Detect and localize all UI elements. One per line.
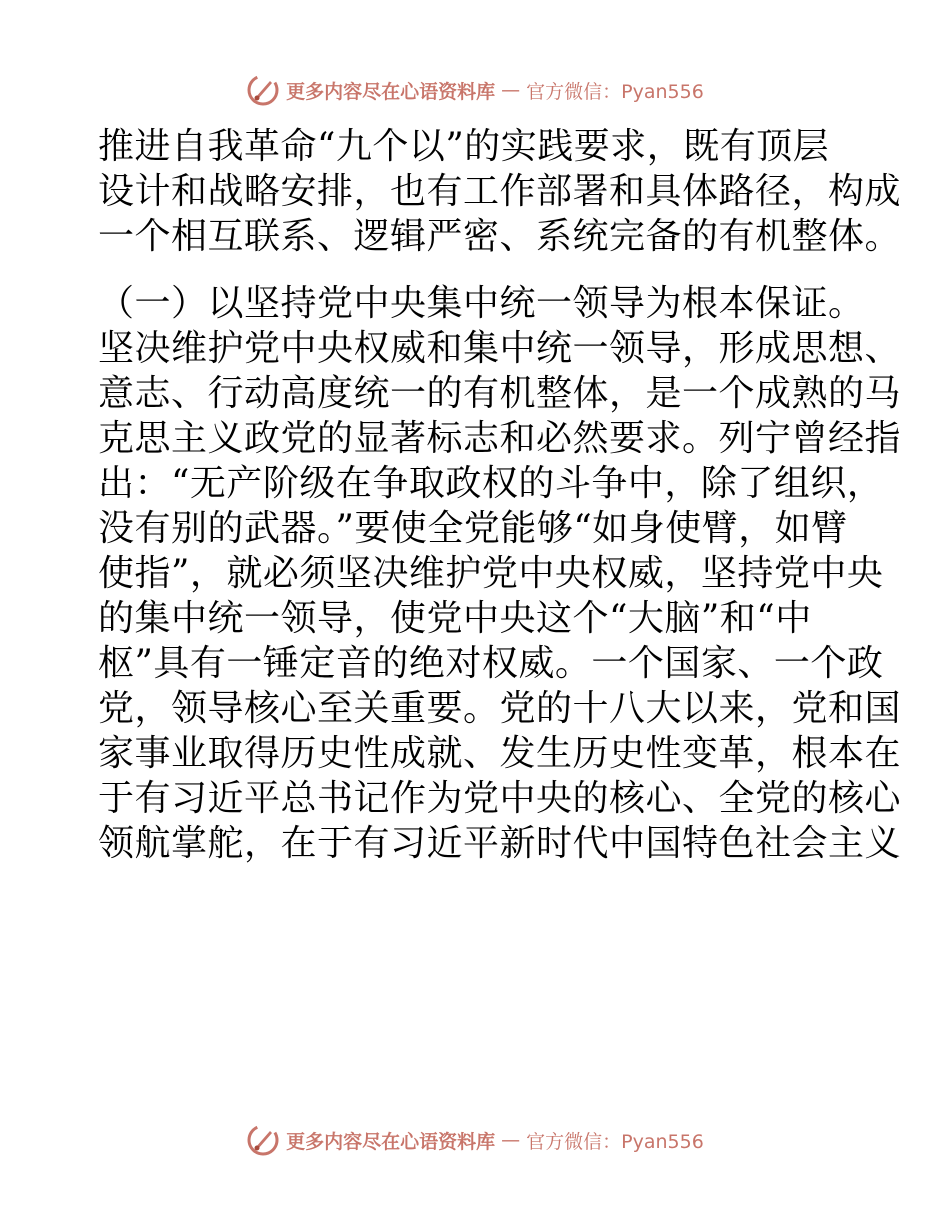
text-line: 领航掌舵，在于有习近平新时代中国特色社会主义 [98,823,902,864]
section-heading-line: （一）以坚持党中央集中统一领导为根本保证。 [98,283,865,324]
header-separator: — [501,79,521,101]
quill-pen-logo-icon [246,73,280,107]
footer-brand-text: 更多内容尽在心语资料库 [286,1130,496,1153]
paragraph-2 [98,281,902,866]
text-line: 坚决维护党中央权威和集中统一领导，形成思想、 [98,328,902,369]
text-line: 于有习近平总书记作为党中央的核心、全党的核心 [98,778,902,819]
footer-banner [0,1120,950,1160]
text-line: 推进自我革命“九个以”的实践要求，既有顶层 [98,126,830,167]
paragraph-1 [98,124,902,259]
document-body [98,124,902,866]
footer-contact-text: 官方微信：Pyan556 [526,1130,704,1153]
text-line: 的集中统一领导，使党中央这个“大脑”和“中 [98,598,812,639]
text-line: 克思主义政党的显著标志和必然要求。列宁曾经指 [98,418,902,459]
text-line: 一个相互联系、逻辑严密、系统完备的有机整体。 [98,216,902,257]
text-line: 设计和战略安排，也有工作部署和具体路径，构成 [98,171,902,212]
text-line: 出：“无产阶级在争取政权的斗争中，除了组织， [98,463,884,504]
header-brand-text: 更多内容尽在心语资料库 [286,80,496,103]
text-line: 没有别的武器。”要使全党能够“如身使臂，如臂 [98,508,848,549]
text-line: 使指”，就必须坚决维护党中央权威，坚持党中央 [98,553,884,594]
footer-separator: — [501,1129,521,1151]
text-line: 家事业取得历史性成就、发生历史性变革，根本在 [98,733,902,774]
quill-pen-logo-icon [246,1123,280,1157]
text-line: 枢”具有一锤定音的绝对权威。一个国家、一个政 [98,643,884,684]
header-contact-text: 官方微信：Pyan556 [526,80,704,103]
text-line: 党，领导核心至关重要。党的十八大以来，党和国 [98,688,902,729]
text-line: 意志、行动高度统一的有机整体，是一个成熟的马 [98,373,902,414]
header-banner [0,70,950,110]
